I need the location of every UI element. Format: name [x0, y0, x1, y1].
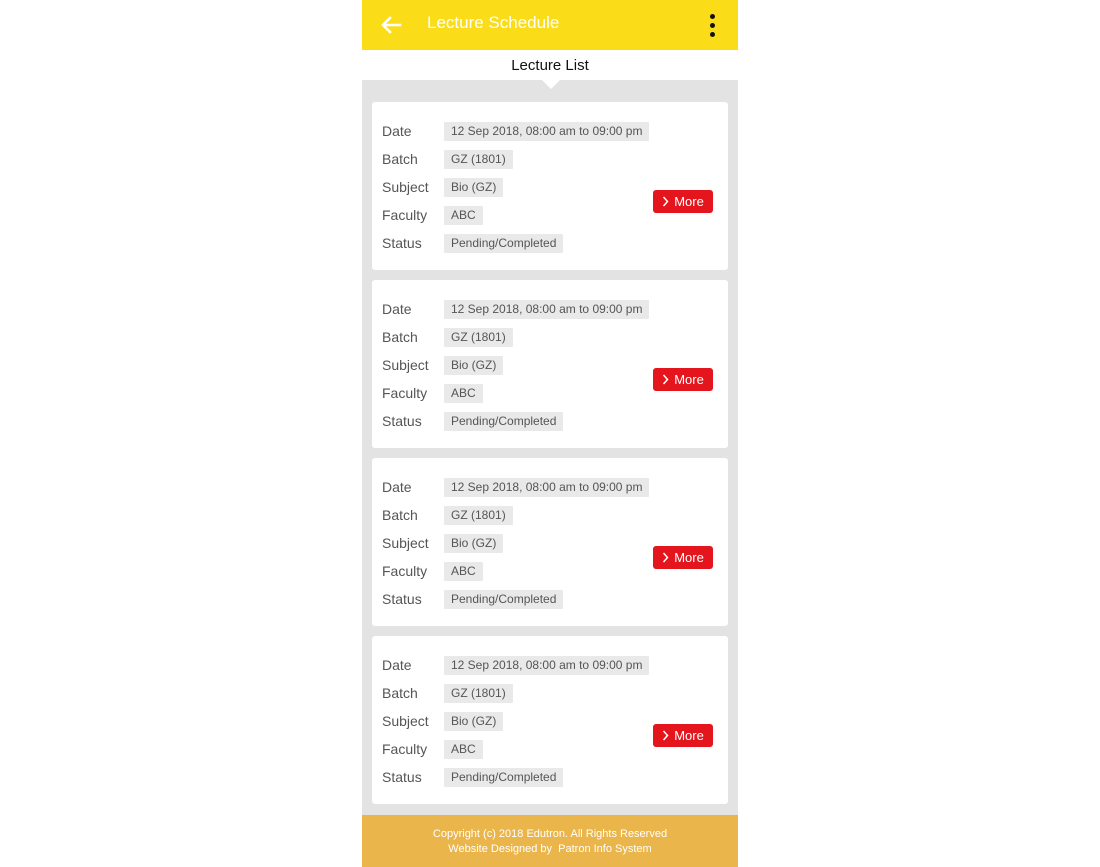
active-tab-indicator [542, 80, 560, 89]
more-button[interactable] [653, 724, 713, 747]
lecture-card [372, 458, 728, 626]
status-label: Status [382, 413, 422, 429]
faculty-row [382, 561, 483, 581]
status-label: Status [382, 769, 422, 785]
batch-value: GZ (1801) [444, 684, 513, 703]
more-button-label: More [674, 550, 704, 565]
faculty-label: Faculty [382, 741, 428, 757]
date-label: Date [382, 123, 412, 139]
faculty-label: Faculty [382, 563, 428, 579]
date-row [382, 121, 649, 141]
batch-value: GZ (1801) [444, 506, 513, 525]
subject-label: Subject [382, 179, 429, 195]
lecture-card [372, 636, 728, 804]
top-app-bar [362, 0, 738, 50]
date-row [382, 477, 649, 497]
lecture-card [372, 102, 728, 270]
subject-label: Subject [382, 713, 429, 729]
footer-copyright: Copyright (c) 2018 Edutron. All Rights Reserved [432, 828, 668, 840]
subject-value: Bio (GZ) [444, 534, 503, 553]
tab-lecture-list[interactable]: Lecture List [511, 57, 589, 74]
more-button[interactable] [653, 368, 713, 391]
batch-row [382, 683, 513, 703]
status-label: Status [382, 591, 422, 607]
batch-label: Batch [382, 507, 418, 523]
faculty-row [382, 739, 483, 759]
subject-value: Bio (GZ) [444, 178, 503, 197]
batch-value: GZ (1801) [444, 150, 513, 169]
more-button[interactable] [653, 546, 713, 569]
faculty-label: Faculty [382, 385, 428, 401]
batch-row [382, 505, 513, 525]
overflow-menu-button[interactable] [702, 10, 722, 40]
subject-label: Subject [382, 535, 429, 551]
lecture-card [372, 280, 728, 448]
date-label: Date [382, 657, 412, 673]
more-button-label: More [674, 372, 704, 387]
more-button[interactable] [653, 190, 713, 213]
batch-label: Batch [382, 151, 418, 167]
chevron-right-icon [662, 730, 669, 741]
date-value: 12 Sep 2018, 08:00 am to 09:00 pm [444, 478, 649, 497]
lecture-list [372, 102, 728, 814]
more-vertical-icon [710, 14, 715, 19]
batch-value: GZ (1801) [444, 328, 513, 347]
tab-bar [362, 50, 738, 80]
status-value: Pending/Completed [444, 234, 563, 253]
faculty-value: ABC [444, 562, 483, 581]
faculty-row [382, 205, 483, 225]
footer-credit: Website Designed by Patron Info System [448, 843, 652, 855]
date-value: 12 Sep 2018, 08:00 am to 09:00 pm [444, 656, 649, 675]
status-row [382, 411, 563, 431]
status-label: Status [382, 235, 422, 251]
status-value: Pending/Completed [444, 768, 563, 787]
batch-row [382, 149, 513, 169]
faculty-value: ABC [444, 384, 483, 403]
status-row [382, 589, 563, 609]
status-value: Pending/Completed [444, 412, 563, 431]
date-label: Date [382, 301, 412, 317]
batch-label: Batch [382, 685, 418, 701]
batch-label: Batch [382, 329, 418, 345]
date-label: Date [382, 479, 412, 495]
subject-label: Subject [382, 357, 429, 373]
status-row [382, 233, 563, 253]
date-value: 12 Sep 2018, 08:00 am to 09:00 pm [444, 300, 649, 319]
app-screen [362, 0, 738, 867]
subject-row [382, 711, 503, 731]
footer [362, 815, 738, 867]
faculty-label: Faculty [382, 207, 428, 223]
date-row [382, 655, 649, 675]
subject-row [382, 533, 503, 553]
back-button[interactable] [376, 10, 406, 40]
subject-row [382, 177, 503, 197]
chevron-right-icon [662, 374, 669, 385]
subject-value: Bio (GZ) [444, 356, 503, 375]
chevron-right-icon [662, 552, 669, 563]
batch-row [382, 327, 513, 347]
more-button-label: More [674, 194, 704, 209]
faculty-value: ABC [444, 206, 483, 225]
status-value: Pending/Completed [444, 590, 563, 609]
faculty-row [382, 383, 483, 403]
date-row [382, 299, 649, 319]
faculty-value: ABC [444, 740, 483, 759]
arrow-left-icon [380, 15, 402, 35]
subject-row [382, 355, 503, 375]
more-button-label: More [674, 728, 704, 743]
date-value: 12 Sep 2018, 08:00 am to 09:00 pm [444, 122, 649, 141]
status-row [382, 767, 563, 787]
page-title: Lecture Schedule [427, 13, 560, 32]
chevron-right-icon [662, 196, 669, 207]
subject-value: Bio (GZ) [444, 712, 503, 731]
